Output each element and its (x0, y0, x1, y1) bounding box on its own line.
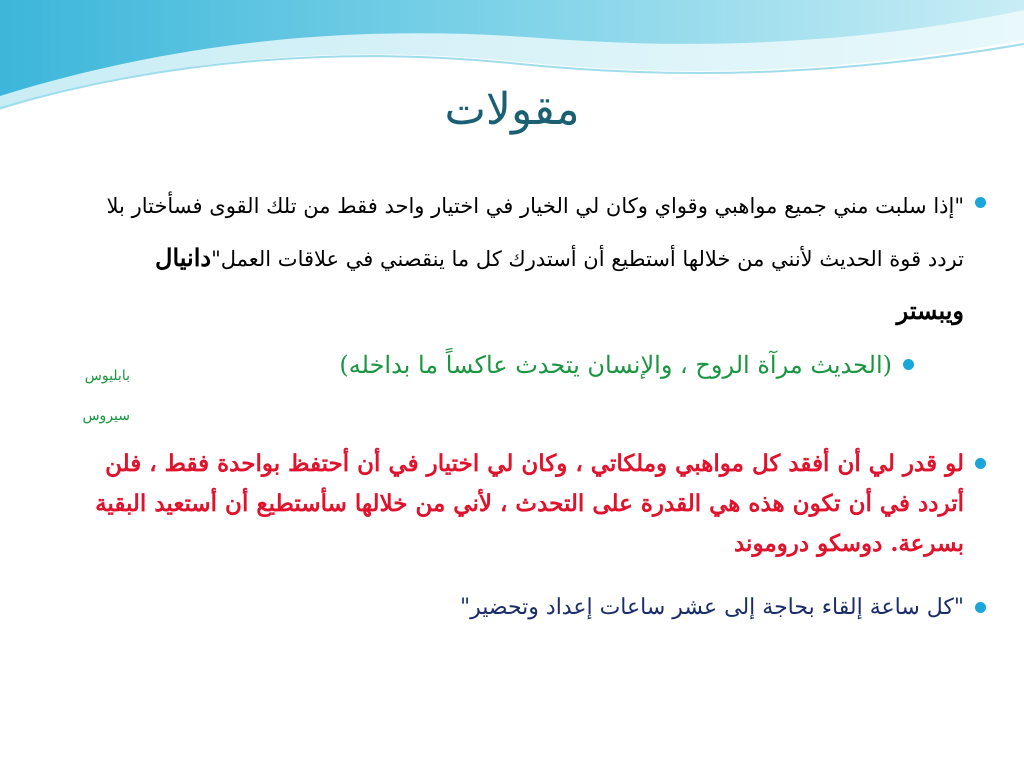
quote-4-text: "كل ساعة إلقاء بحاجة إلى عشر ساعات إعداد وتحضير" (459, 595, 964, 620)
bullet-dot-icon (975, 458, 986, 469)
quote-item-3 (64, 444, 964, 564)
bullet-dot-icon (975, 197, 986, 208)
slide-title: مقولات (444, 84, 580, 135)
quote-item-2 (132, 340, 892, 390)
quote-item-1 (84, 180, 964, 338)
quote-1-author: دانيال ويبستر (155, 243, 964, 325)
quote-2-author: بابليوس سيروس (82, 368, 130, 424)
quote-item-4 (344, 588, 964, 628)
quote-2-text: (الحديث مرآة الروح ، والإنسان يتحدث عاكساً ما بداخله) (339, 351, 892, 379)
quote-1-text: "إذا سلبت مني جميع مواهبي وقواي وكان لي الخيار في اختيار واحد فقط من تلك القوى فسأختار بلا تردد قوة الحديث لأنني من خلالها أستطيع أن أستدرك كل ما ينقصني في علاقات العمل" (106, 194, 964, 271)
bullet-dot-icon (903, 359, 914, 370)
bullet-dot-icon (975, 602, 986, 613)
quote-3-text: لو قدر لي أن أفقد كل مواهبي وملكاتي ، وكان لي اختيار في أن أحتفظ بواحدة فقط ، فلن أتردد في أن تكون هذه هي القدرة على التحدث ، لأني من خلالها سأستطيع أن أستعيد البقية بسرعة. دوسكو دروموند (95, 450, 964, 557)
